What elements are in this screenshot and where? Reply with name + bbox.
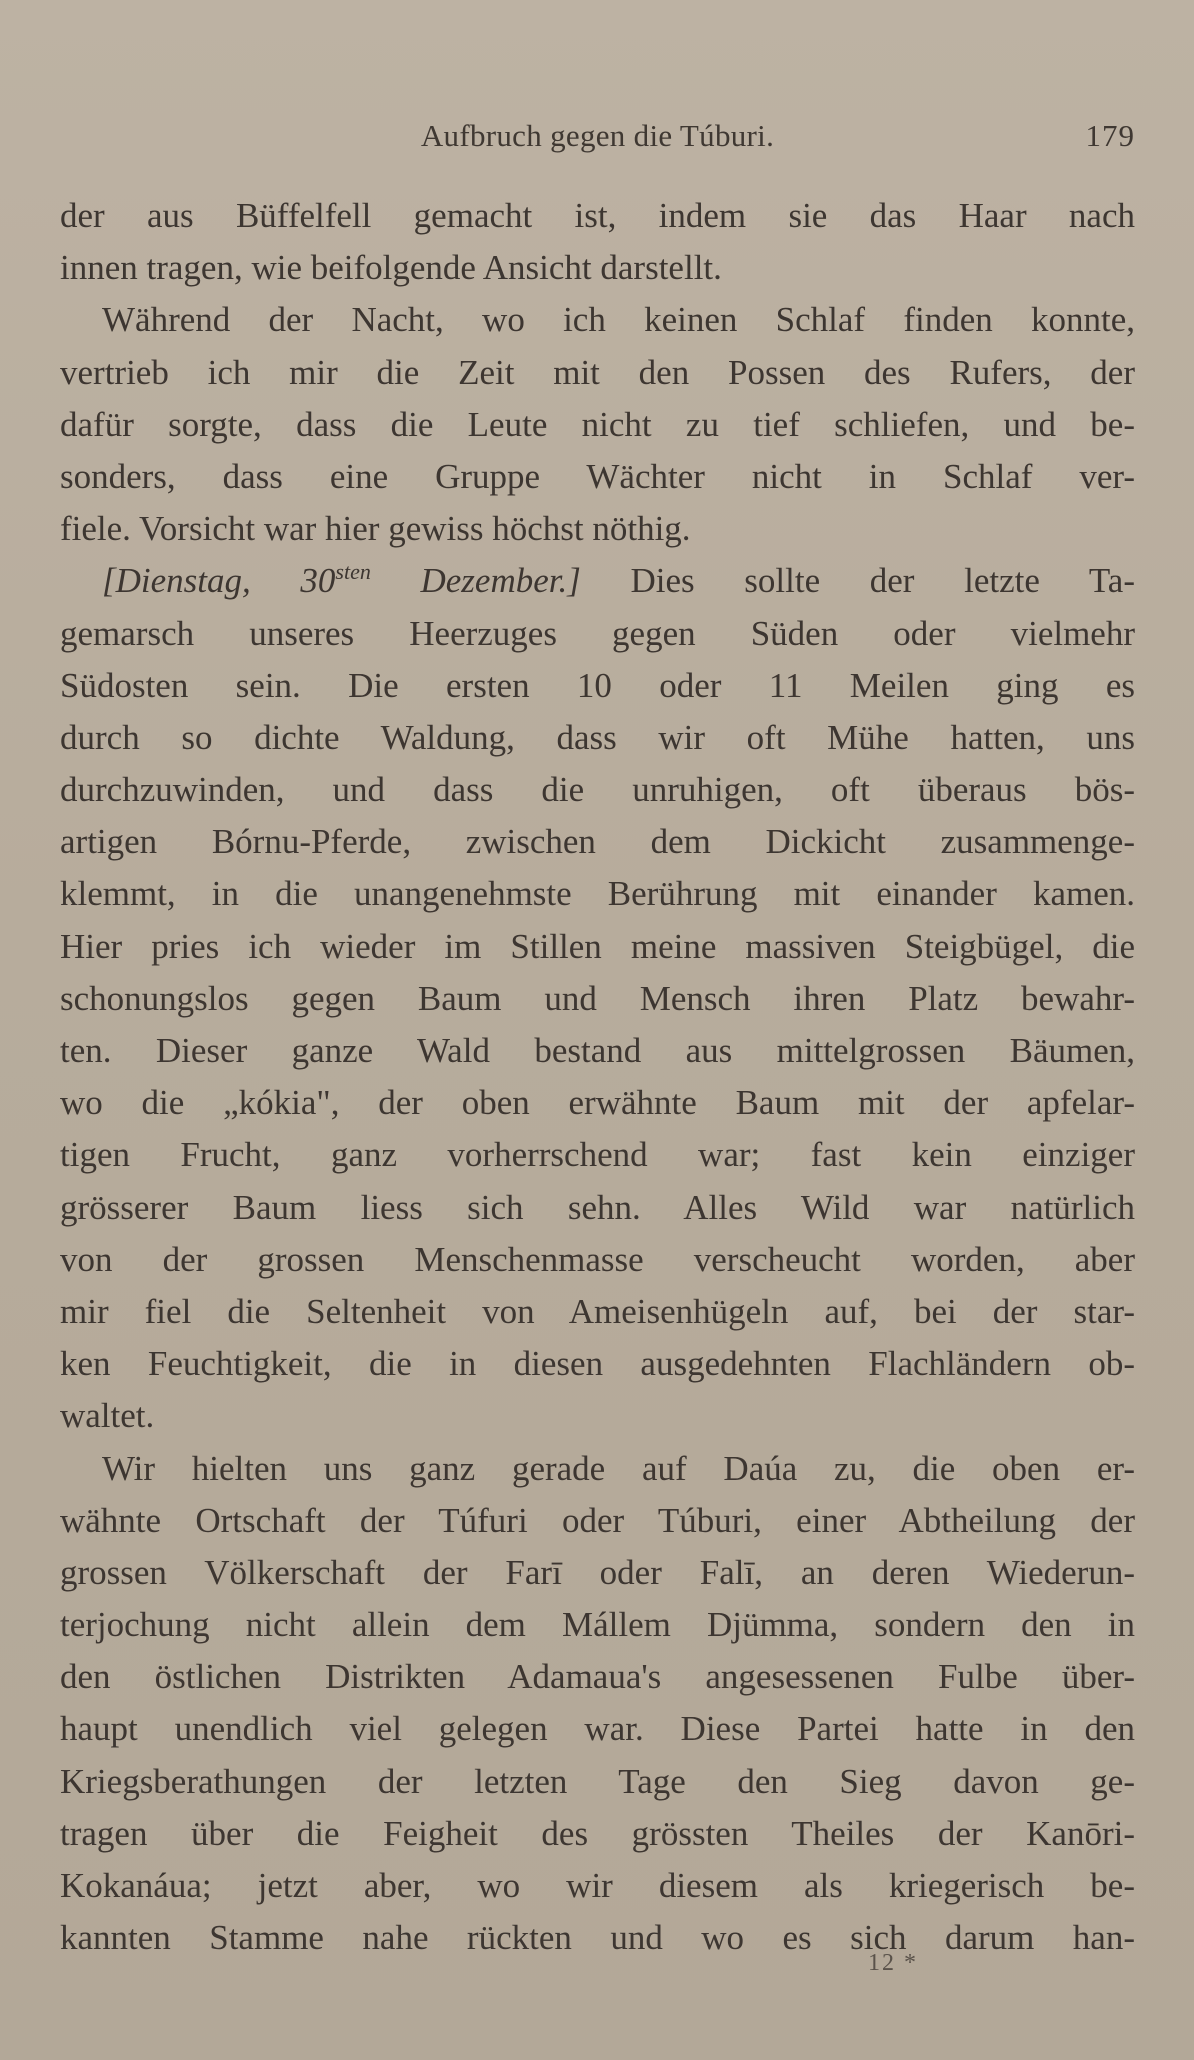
text-line: grösserer Baum liess sich sehn. Alles Wild war natürlich bbox=[60, 1187, 1135, 1227]
date-superscript: sten bbox=[335, 559, 371, 585]
text-line: vertrieb ich mir die Zeit mit den Possen des Rufers, der bbox=[60, 352, 1135, 392]
text-line: innen tragen, wie beifolgende Ansicht darstellt. bbox=[60, 248, 722, 288]
text-line: Südosten sein. Die ersten 10 oder 11 Meilen ging es bbox=[60, 665, 1135, 705]
signature-mark: 12 * bbox=[868, 1950, 918, 1976]
text-line: von der grossen Menschenmasse verscheucht worden, aber bbox=[60, 1239, 1135, 1279]
text-line: grossen Völkerschaft der Farī oder Falī, an deren Wiederun- bbox=[60, 1552, 1135, 1592]
text-line: den östlichen Distrikten Adamaua's angesessenen Fulbe über- bbox=[60, 1657, 1135, 1697]
text-line: durchzuwinden, und dass die unruhigen, oft überaus bös- bbox=[60, 770, 1135, 810]
date-open: [Dienstag, 30 bbox=[102, 561, 336, 601]
date-heading-line bbox=[60, 555, 1135, 607]
text-line: wo die „kókia", der oben erwähnte Baum mit der apfelar- bbox=[60, 1083, 1135, 1123]
running-title: Aufbruch gegen die Túburi. bbox=[420, 118, 775, 153]
running-head bbox=[60, 118, 1135, 162]
text-line: Während der Nacht, wo ich keinen Schlaf finden konnte, bbox=[102, 300, 1135, 340]
text-line: wähnte Ortschaft der Túfuri oder Túburi, einer Abtheilung der bbox=[60, 1500, 1135, 1540]
text-line: kannten Stamme nahe rückten und wo es sich darum han- bbox=[60, 1918, 1135, 1958]
text-line: waltet. bbox=[60, 1396, 155, 1436]
text-line: ten. Dieser ganze Wald bestand aus mittelgrossen Bäumen, bbox=[60, 1031, 1135, 1070]
text-line: dafür sorgte, dass die Leute nicht zu tief schliefen, und be- bbox=[60, 404, 1135, 444]
date-close: Dezember.] bbox=[370, 561, 581, 601]
text-line: Hier pries ich wieder im Stillen meine massiven Steigbügel, die bbox=[60, 926, 1135, 966]
text-line: tragen über die Feigheit des grössten Theiles der Kanōri- bbox=[60, 1813, 1135, 1853]
text-line: haupt unendlich viel gelegen war. Diese Partei hatte in den bbox=[60, 1709, 1135, 1749]
text-line: sonders, dass eine Gruppe Wächter nicht in Schlaf ver- bbox=[60, 456, 1135, 496]
text-line: Kriegsberathungen der letzten Tage den Sieg davon ge- bbox=[60, 1761, 1135, 1801]
text-line: fiele. Vorsicht war hier gewiss höchst nöthig. bbox=[60, 509, 691, 549]
date-reference bbox=[102, 561, 581, 600]
text-line: durch so dichte Waldung, dass wir oft Mühe hatten, uns bbox=[60, 717, 1135, 757]
text-line: Wir hielten uns ganz gerade auf Daúa zu, die oben er- bbox=[102, 1448, 1135, 1488]
text-line: klemmt, in die unangenehmste Berührung mit einander kamen. bbox=[60, 874, 1135, 914]
text-line: artigen Bórnu-Pferde, zwischen dem Dickicht zusammenge- bbox=[60, 822, 1135, 862]
body-text bbox=[60, 190, 1135, 1964]
text-line: der aus Büffelfell gemacht ist, indem sie das Haar nach bbox=[60, 196, 1135, 235]
date-line-rest: Dies sollte der letzte Ta- bbox=[580, 561, 1135, 601]
page-number: 179 bbox=[1085, 118, 1135, 153]
text-line: mir fiel die Seltenheit von Ameisenhügeln auf, bei der star- bbox=[60, 1291, 1135, 1331]
text-line: tigen Frucht, ganz vorherrschend war; fast kein einziger bbox=[60, 1135, 1135, 1175]
text-line: ken Feuchtigkeit, die in diesen ausgedehnten Flachländern ob- bbox=[60, 1344, 1135, 1384]
text-line: schonungslos gegen Baum und Mensch ihren Platz bewahr- bbox=[60, 978, 1135, 1018]
text-line: terjochung nicht allein dem Mállem Djümma, sondern den in bbox=[60, 1605, 1135, 1645]
text-line: Kokanáua; jetzt aber, wo wir diesem als kriegerisch be- bbox=[60, 1866, 1135, 1905]
text-line: gemarsch unseres Heerzuges gegen Süden oder vielmehr bbox=[60, 613, 1135, 653]
